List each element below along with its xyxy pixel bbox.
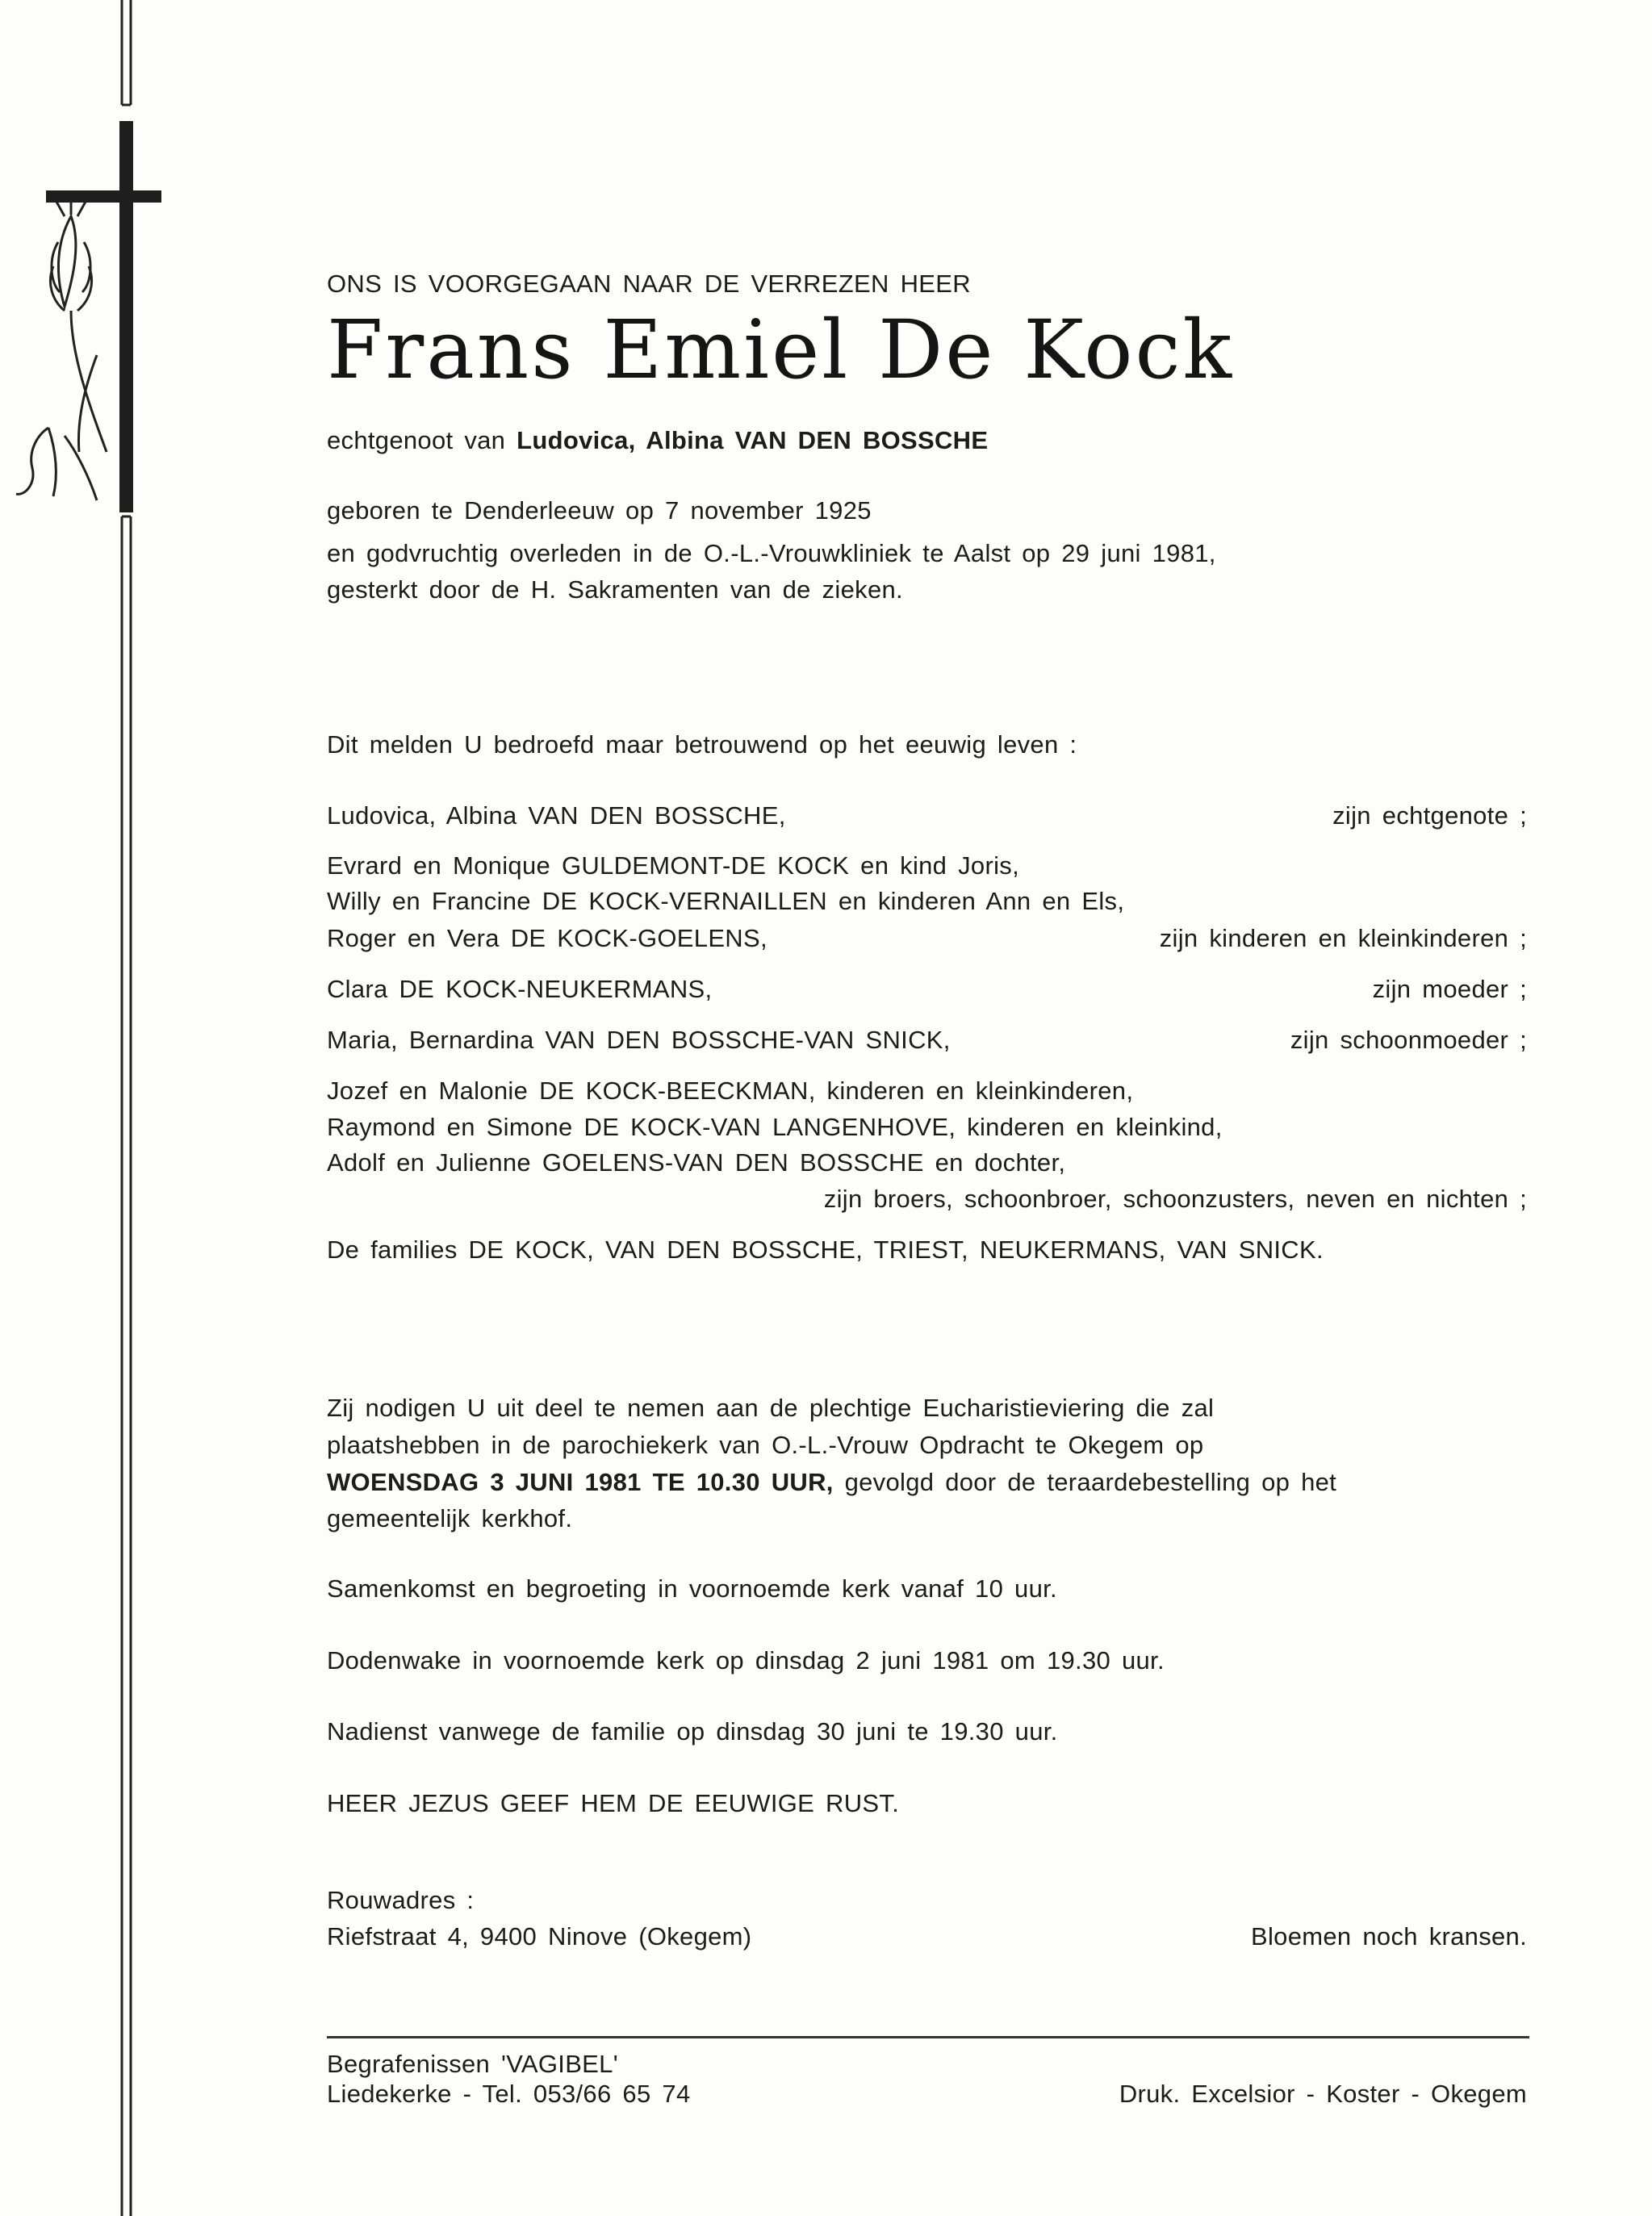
death-line: en godvruchtig overleden in de O.-L.-Vrouwkliniek te Aalst op 29 juni 1981, [327,539,1216,567]
mourner-line: Willy en Francine DE KOCK-VERNAILLEN en kinderen Ann en Els, [327,887,1125,915]
mourner-line: Adolf en Julienne GOELENS-VAN DEN BOSSCHE en dochter, [327,1148,1066,1177]
sacraments-line: gesterkt door de H. Sakramenten van de zieken. [327,575,903,604]
service-line-rest: gevolgd door de teraardebestelling op het [833,1468,1337,1496]
address-value: Riefstraat 4, 9400 Ninove (Okegem) [327,1922,752,1950]
undertaker-name: Begrafenissen 'VAGIBEL' [327,2050,618,2078]
birth-line: geboren te Denderleeuw op 7 november 1925 [327,496,872,525]
spouse-line [327,428,988,453]
mourner-line: Roger en Vera DE KOCK-GOELENS, [327,924,767,952]
spouse-prefix: echtgenoot van [327,426,517,454]
service-date: WOENSDAG 3 JUNI 1981 TE 10.30 UUR, [327,1468,834,1496]
cross-emblem [0,0,161,2216]
printer-credit: Druk. Excelsior - Koster - Okegem [1119,2080,1527,2108]
undertaker-contact: Liedekerke - Tel. 053/66 65 74 [327,2080,691,2108]
mourner-line: Evrard en Monique GULDEMONT-DE KOCK en kind Joris, [327,851,1019,880]
mourner-line: Maria, Bernardina VAN DEN BOSSCHE-VAN SNICK, [327,1026,951,1054]
note-memorial: Nadienst vanwege de familie op dinsdag 30 juni te 19.30 uur. [327,1717,1058,1746]
mourner-line: Ludovica, Albina VAN DEN BOSSCHE, [327,801,786,830]
mourner-line: Jozef en Malonie DE KOCK-BEECKMAN, kinderen en kleinkinderen, [327,1077,1134,1105]
service-line: plaatshebben in de parochiekerk van O.-L.-Vrouw Opdracht te Okegem op [327,1431,1204,1459]
cross-icon [46,121,161,512]
mourner-relation: zijn echtgenote ; [1332,801,1527,830]
note-wake: Dodenwake in voornoemde kerk op dinsdag 2 juni 1981 om 19.30 uur. [327,1646,1165,1675]
footer-divider [327,2036,1529,2038]
intro-line: ONS IS VOORGEGAAN NAAR DE VERREZEN HEER [327,270,971,298]
deceased-name: Frans Emiel De Kock [327,303,1235,397]
mourner-line: Raymond en Simone DE KOCK-VAN LANGENHOVE, kinderen en kleinkind, [327,1113,1223,1141]
address-label: Rouwadres : [327,1886,475,1914]
mourner-relation: zijn broers, schoonbroer, schoonzusters, neven en nichten ; [823,1185,1527,1213]
service-line: Zij nodigen U uit deel te nemen aan de plechtige Eucharistieviering die zal [327,1394,1215,1422]
note-gathering: Samenkomst en begroeting in voornoemde kerk vanaf 10 uur. [327,1574,1057,1603]
service-line: gemeentelijk kerkhof. [327,1504,573,1532]
spouse-name: Ludovica, Albina VAN DEN BOSSCHE [517,426,989,454]
mourner-relation: zijn kinderen en kleinkinderen ; [1159,924,1527,952]
mourner-line: De families DE KOCK, VAN DEN BOSSCHE, TRIEST, NEUKERMANS, VAN SNICK. [327,1236,1324,1264]
mourner-relation: zijn schoonmoeder ; [1290,1026,1527,1054]
mourner-line: Clara DE KOCK-NEUKERMANS, [327,975,713,1003]
mourner-relation: zijn moeder ; [1372,975,1527,1003]
announcement-line: Dit melden U bedroefd maar betrouwend op het eeuwig leven : [327,730,1077,759]
wheat-ear-icon [16,198,107,500]
service-line [327,1470,1336,1495]
closing-prayer: HEER JEZUS GEEF HEM DE EEUWIGE RUST. [327,1789,900,1817]
flowers-note: Bloemen noch kransen. [1251,1922,1527,1950]
